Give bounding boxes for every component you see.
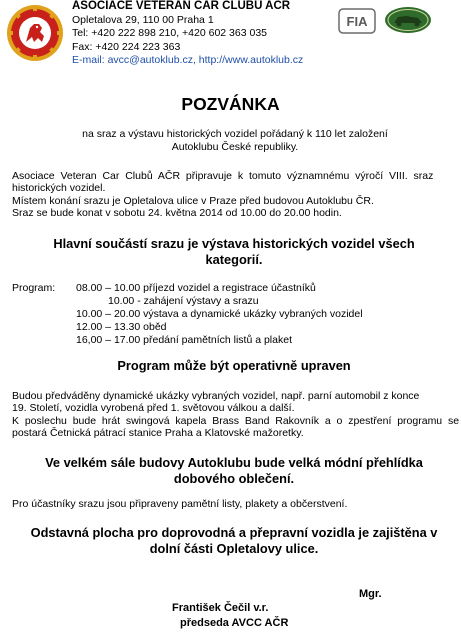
organization-name: ASOCIACE VETERAN CAR CLUBŮ AČR xyxy=(72,0,291,12)
program-row: 10.00 - zahájení výstavy a srazu xyxy=(108,295,259,307)
paragraph-line: Sraz se bude konat v sobotu 24. května 2014 od 10.00 do 20.00 hodin. xyxy=(12,207,342,220)
paragraph-line: 19. Století, vozidla vyrobená před 1. světovou válkou a další. xyxy=(12,402,295,415)
parking-heading xyxy=(14,525,454,557)
program-row: 12.00 – 13.30 oběd xyxy=(76,321,167,333)
signature-title: Mgr. xyxy=(359,588,382,600)
intro-text xyxy=(40,128,430,154)
paragraph-line: postará Četnická pátrací stanice Praha a Klatovské mažoretky. xyxy=(12,427,304,440)
heading-line: Ve velkém sále budovy Autoklubu bude velká módní přehlídka xyxy=(45,455,423,470)
fashion-show-heading xyxy=(14,455,454,487)
letterhead xyxy=(72,0,303,68)
fia-logo-icon xyxy=(338,8,376,34)
organization-address: Opletalova 29, 110 00 Praha 1 xyxy=(72,13,214,26)
demonstrations-paragraph xyxy=(12,390,460,440)
paragraph-line: Místem konání srazu je Opletalova ulice v Praze před budovou Autoklubu ČR. xyxy=(12,194,374,207)
paragraph-line: Budou předváděny dynamické ukázky vybraných vozidel, např. parní automobil z konce xyxy=(12,390,420,402)
program-row: 10.00 – 20.00 výstava a dynamické ukázky vybraných vozidel xyxy=(76,308,363,320)
program-row: 16,00 – 17.00 předání pamětních listů a plaket xyxy=(76,334,292,346)
signature-name: František Čečil v.r. xyxy=(172,602,269,614)
heading-line: dobového oblečení. xyxy=(173,471,295,486)
heading-line: dolní části Opletalovy ulice. xyxy=(149,541,319,556)
main-highlight-heading xyxy=(14,236,454,268)
paragraph-line: K poslechu bude hrát swingová kapela Brass Band Rakovník a o zpestření programu se xyxy=(12,414,460,427)
paragraph-line: historických vozidel. xyxy=(12,182,106,195)
organization-fax: Fax: +420 224 223 363 xyxy=(72,40,181,53)
classic-car-badge-icon xyxy=(384,6,432,34)
page-title: POZVÁNKA xyxy=(181,94,280,114)
event-description xyxy=(12,170,447,220)
program-row: 08.00 – 10.00 příjezd vozidel a registrace účastníků xyxy=(76,282,316,294)
signature-role: předseda AVCC AČR xyxy=(180,617,289,629)
club-lion-emblem-icon xyxy=(6,4,64,62)
participants-note: Pro účastníky srazu jsou připraveny pamětní listy, plakety a občerstvení. xyxy=(12,498,348,510)
program-change-heading: Program může být operativně upraven xyxy=(117,358,351,373)
intro-line: na sraz a výstavu historických vozidel pořádaný k 110 let založení xyxy=(82,128,388,140)
fia-logo-text: FIA xyxy=(346,14,368,29)
heading-line: kategorií. xyxy=(205,252,263,267)
program-label: Program: xyxy=(12,282,56,294)
organization-email-web[interactable]: E-mail: avcc@autoklub.cz, http://www.autoklub.cz xyxy=(72,54,304,66)
heading-line: Hlavní součástí srazu je výstava historických vozidel všech xyxy=(53,236,415,251)
paragraph-line: Asociace Veteran Car Clubů AČR připravuje k tomuto významnému výročí VIII. sraz xyxy=(12,170,434,182)
organization-phone: Tel: +420 222 898 210, +420 602 363 035 xyxy=(72,27,268,39)
heading-line: Odstavná plocha pro doprovodná a přepravní vozidla je zajištěna v xyxy=(30,525,438,540)
intro-line: Autoklubu České republiky. xyxy=(171,141,299,153)
